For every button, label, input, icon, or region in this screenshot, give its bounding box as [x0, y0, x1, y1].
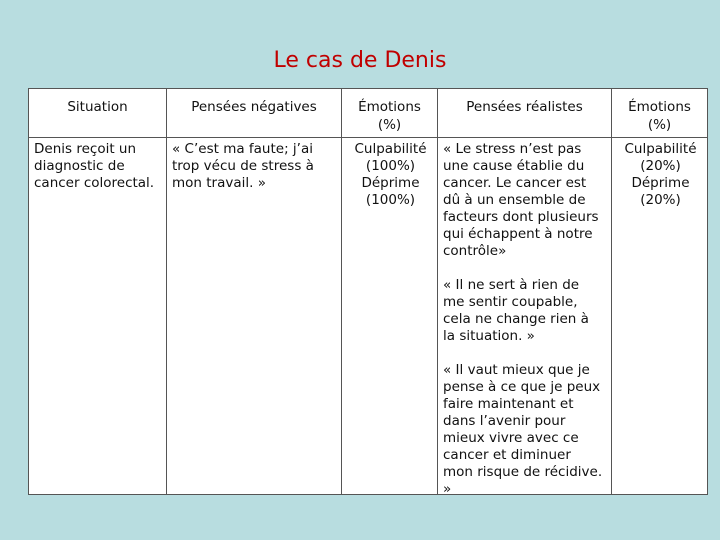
cell-negative-thought: « C’est ma faute; j’ai trop vécu de stress à mon travail. »: [172, 141, 314, 191]
column-emotions-before: [341, 89, 437, 494]
column-situation: [29, 89, 166, 494]
header-emotions-before: Émotions (%): [358, 99, 421, 133]
column-emotions-after: [611, 89, 707, 494]
emotion-label: Culpabilité: [354, 141, 427, 157]
header-emotions-after: Émotions (%): [628, 99, 691, 133]
header-situation: Situation: [67, 99, 128, 115]
column-negative-thoughts: [166, 89, 341, 494]
cell-emotions-before: [347, 138, 434, 209]
emotion-value: (100%): [365, 192, 416, 208]
thought-record-table: [28, 88, 708, 495]
emotion-label: Culpabilité: [624, 141, 697, 157]
header-realistic-thoughts: Pensées réalistes: [466, 99, 583, 115]
emotion-value: (100%): [365, 158, 416, 174]
slide-title: Le cas de Denis: [273, 48, 447, 73]
cell-situation: Denis reçoit un diagnostic de cancer colorectal.: [34, 141, 155, 191]
column-realistic-thoughts: [437, 89, 611, 497]
emotion-value: (20%): [640, 192, 681, 208]
realistic-thought: « Le stress n’est pas une cause établie du cancer. Le cancer est dû à un ensemble de facteurs dont plusieurs qui échappent à notre contrôle»: [443, 141, 599, 259]
realistic-thought: « Il vaut mieux que je pense à ce que je peux faire maintenant et dans l’avenir pour mieux vivre avec ce cancer et diminuer mon risque de récidive. »: [443, 362, 603, 497]
realistic-thought: « Il ne sert à rien de me sentir coupable, cela ne change rien à la situation. »: [443, 277, 589, 344]
emotion-label: Déprime: [361, 175, 420, 191]
emotion-value: (20%): [640, 158, 681, 174]
header-negative-thoughts: Pensées négatives: [191, 99, 317, 115]
cell-realistic-thoughts: [443, 138, 603, 498]
emotion-label: Déprime: [631, 175, 690, 191]
cell-emotions-after: [617, 138, 704, 209]
